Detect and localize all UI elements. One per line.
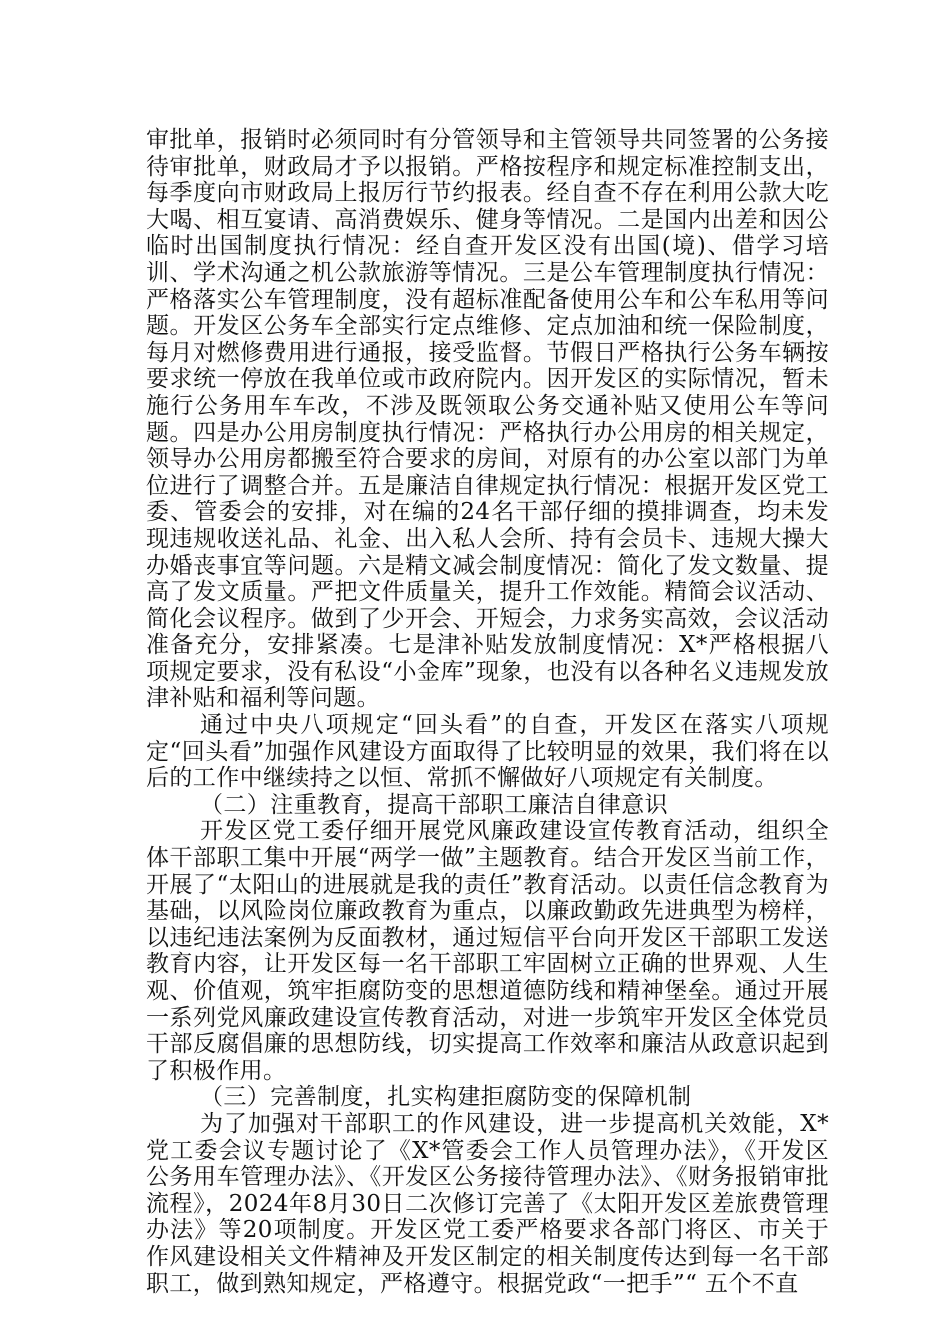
section-heading-system: （三）完善制度，扎实构建拒腐防变的保障机制 <box>200 1084 692 1111</box>
paragraph-education: 开发区党工委仔细开展党风廉政建设宣传教育活动，组织全体干部职工集中开展“两学一做”主题教育。结合开发区当前工作，开展了“太阳山的进展就是我的责任”教育活动。以责任信念教育为基础，以风险岗位廉政教育为重点，以廉政勤政先进典型为榜样，以违纪违法案例为反面教材，通过短信平台向开发区干部职工发送教育内容，让开发区每一名干部职工牢固树立正确的世界观、人生观、价值观，筑牢拒腐防变的思想道德防线和精神堡垒。通过开展一系列党风廉政建设宣传教育活动，对进一步筑牢开发区全体党员干部反腐倡廉的思想防线，切实提高工作效率和廉洁从政意识起到了积极作用。 <box>146 818 829 1084</box>
section-heading-education: （二）注重教育，提高干部职工廉洁自律意识 <box>200 791 668 818</box>
paragraph-review-summary: 通过中央八项规定“回头看”的自查，开发区在落实八项规定“回头看”加强作风建设方面取得了比较明显的效果，我们将在以后的工作中继续持之以恒、常抓不懈做好八项规定有关制度。 <box>146 712 829 792</box>
document-body <box>146 127 829 1297</box>
paragraph-self-inspection-details: 审批单，报销时必须同时有分管领导和主管领导共同签署的公务接待审批单，财政局才予以报销。严格按程序和规定标准控制支出，每季度向市财政局上报厉行节约报表。经自查不存在利用公款大吃大喝、相互宴请、高消费娱乐、健身等情况。二是国内出差和因公临时出国制度执行情况：经自查开发区没有出国(境)、借学习培训、学术沟通之机公款旅游等情况。三是公车管理制度执行情况：严格落实公车管理制度，没有超标准配备使用公车和公车私用等问题。开发区公务车全部实行定点维修、定点加油和统一保险制度，每月对燃修费用进行通报，接受监督。节假日严格执行公务车辆按要求统一停放在我单位或市政府院内。因开发区的实际情况，暂未施行公务用车车改，不涉及既领取公务交通补贴又使用公车等问题。四是办公用房制度执行情况：严格执行办公用房的相关规定，领导办公用房都搬至符合要求的房间，对原有的办公室以部门为单位进行了调整合并。五是廉洁自律规定执行情况：根据开发区党工委、管委会的安排，对在编的24名干部仔细的摸排调查，均未发现违规收送礼品、礼金、出入私人会所、持有会员卡、违规大操大办婚丧事宜等问题。六是精文减会制度情况：简化了发文数量、提高了发文质量。严把文件质量关，提升工作效能。精简会议活动、简化会议程序。做到了少开会、开短会，力求务实高效，会议活动准备充分，安排紧凑。七是津补贴发放制度情况：X*严格根据八项规定要求，没有私设“小金库”现象，也没有以各种名义违规发放津补贴和福利等问题。 <box>146 127 829 712</box>
paragraph-system: 为了加强对干部职工的作风建设，进一步提高机关效能，X*党工委会议专题讨论了《X*管委会工作人员管理办法》，《开发区公务用车管理办法》、《开发区公务接待管理办法》、《财务报销审批流程》，2024年8月30日二次修订完善了《太阳开发区差旅费管理办法》等20项制度。开发区党工委严格要求各部门将区、市关于作风建设相关文件精神及开发区制定的相关制度传达到每一名干部职工，做到熟知规定，严格遵守。根据党政“一把手”“ 五个不直 <box>146 1110 829 1297</box>
